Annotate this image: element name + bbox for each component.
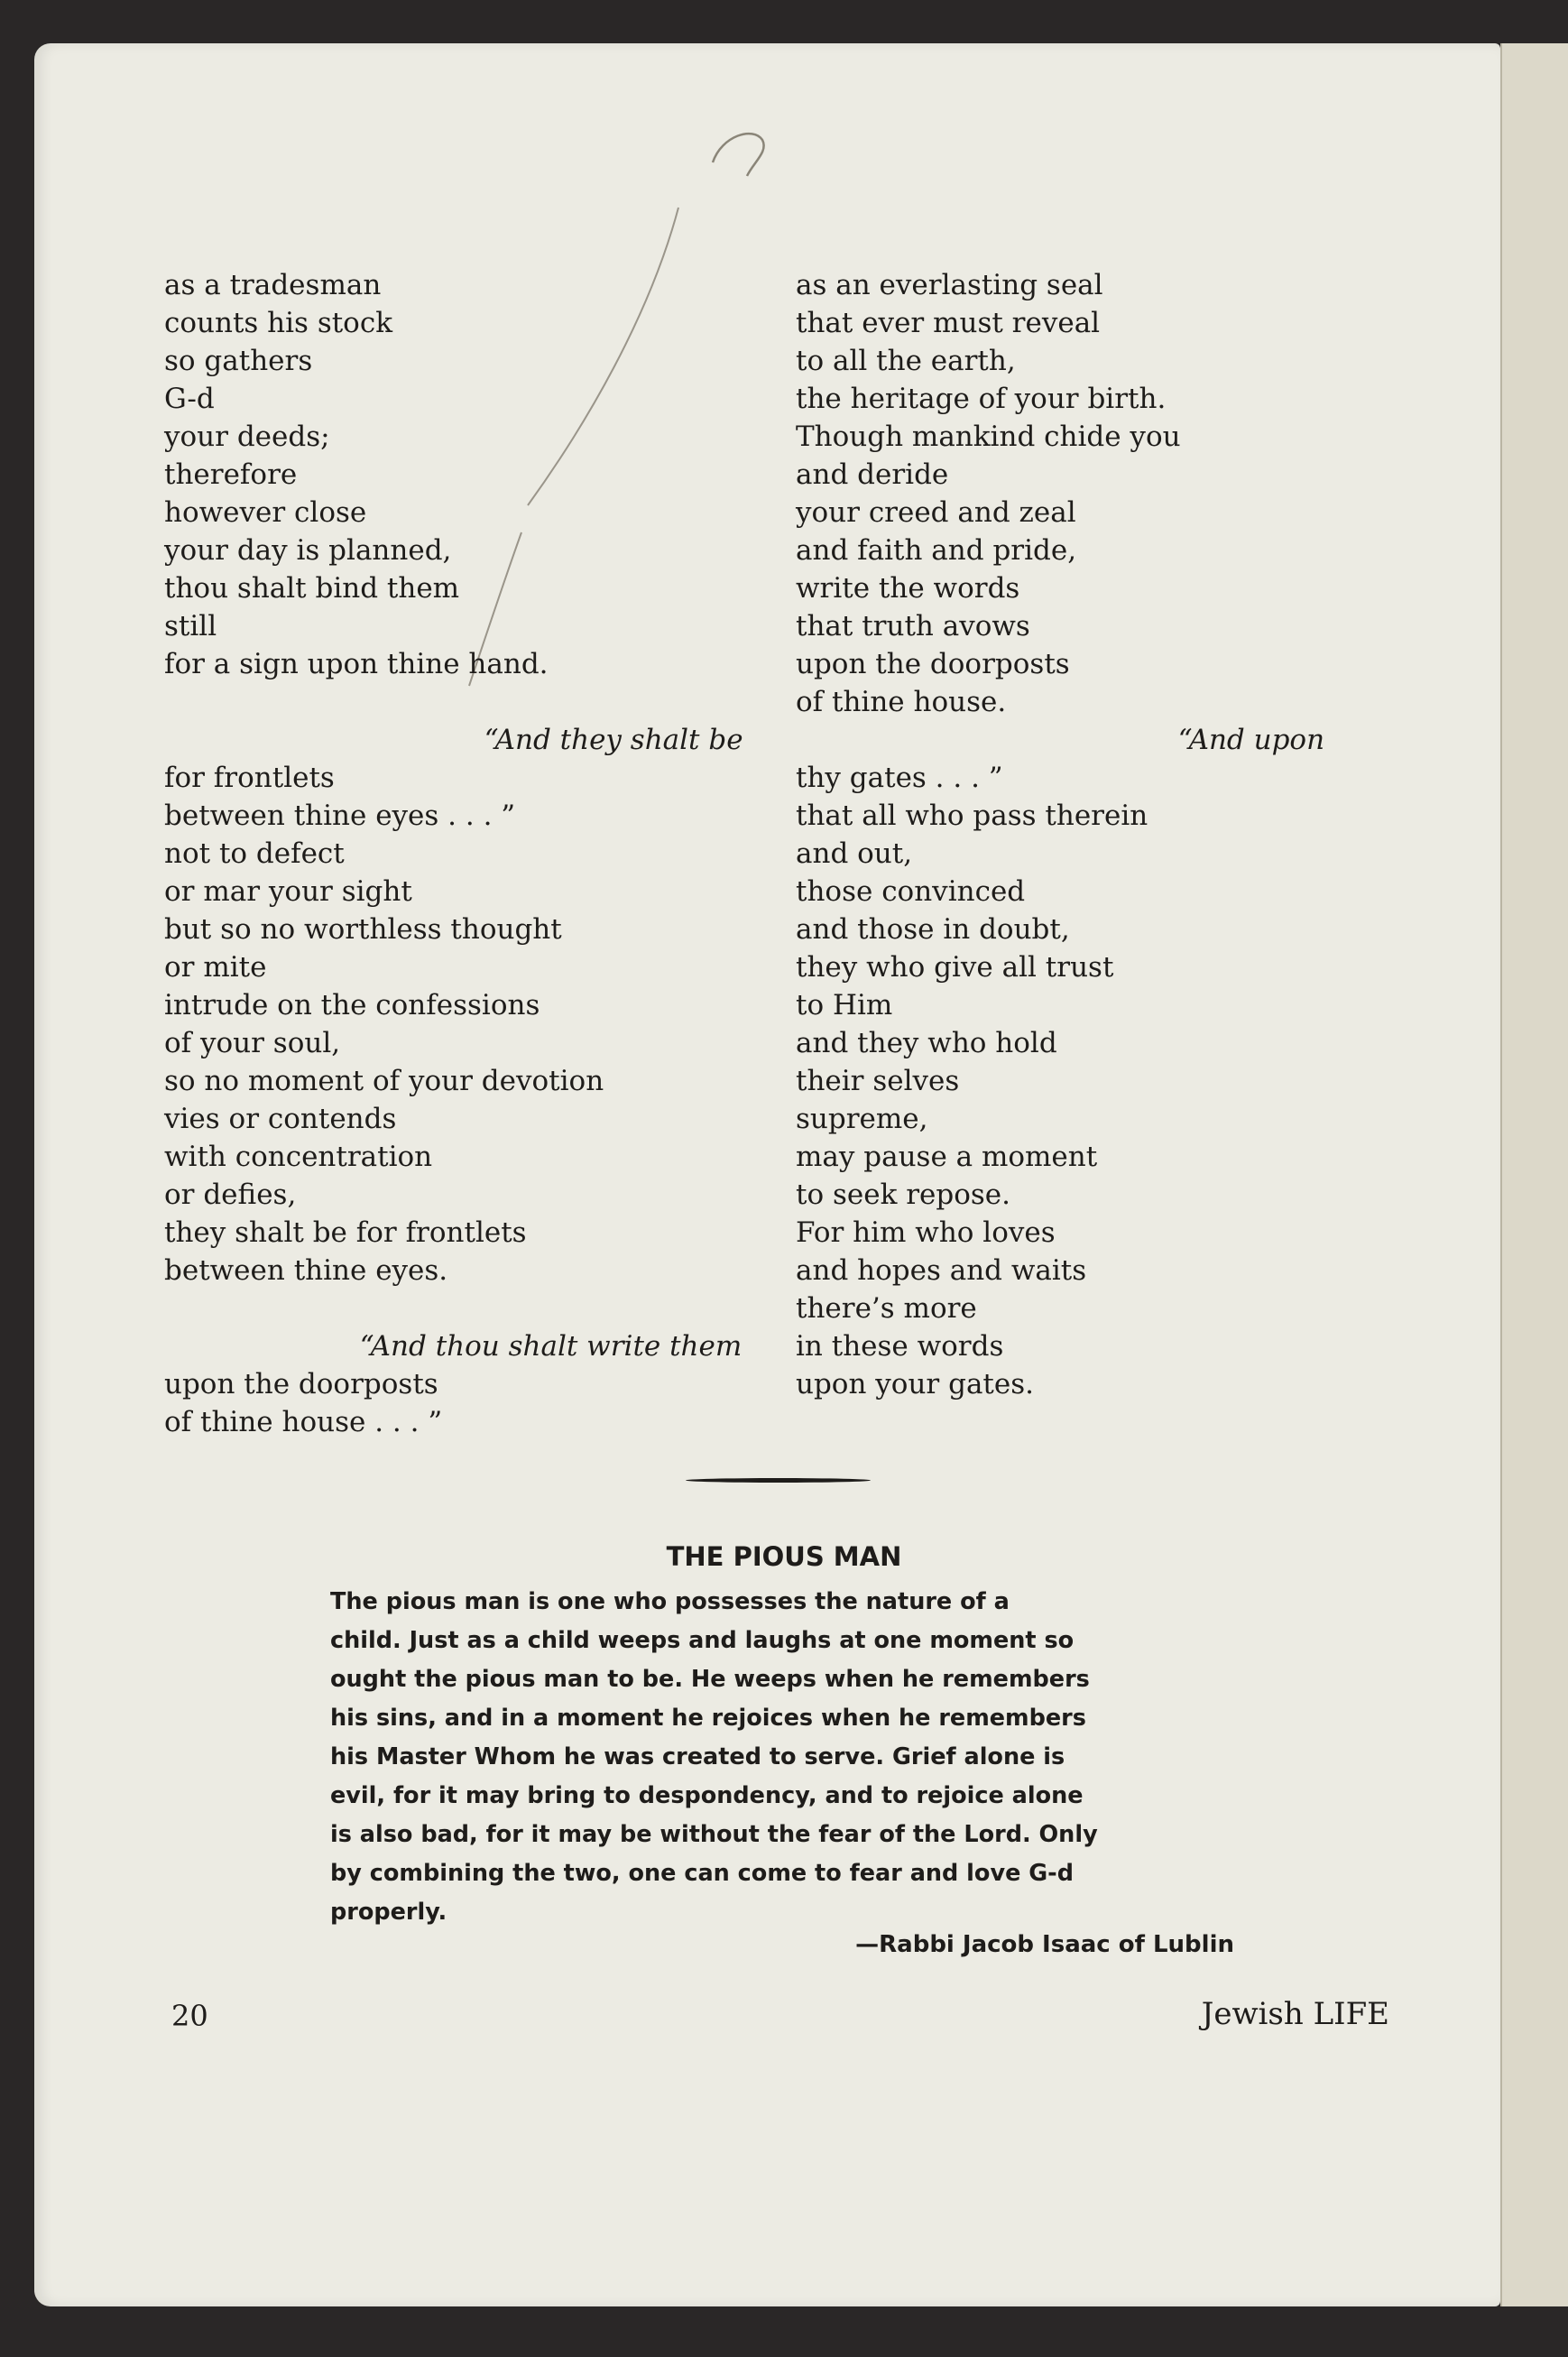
poem-left-column [164,266,796,1441]
text-line: upon the doorposts [164,1368,438,1400]
text-line: “And thou shalt write them [164,1330,742,1363]
text-line: may pause a moment [796,1141,1098,1173]
page-number: 20 [171,1999,208,2033]
text-line: not to defect [164,837,345,870]
text-line: thou shalt bind them [164,572,460,605]
text-line: supreme, [796,1103,928,1135]
text-line: to seek repose. [796,1178,1010,1211]
text-line [164,683,796,721]
text-line: thy gates . . . ” [796,762,1003,794]
text-line: however close [164,496,367,529]
text-line: by combining the two, one can come to fear and love G-d [330,1860,1075,1887]
text-line: and deride [796,458,949,491]
text-line: of thine house. [796,686,1007,718]
text-line: and they who hold [796,1027,1057,1059]
text-line: ought the pious man to be. He weeps when he remembers [330,1666,1090,1693]
text-line: in these words [796,1330,1004,1363]
text-line: as a tradesman [164,269,382,301]
text-line: they who give all trust [796,951,1114,984]
text-line: intrude on the confessions [164,989,540,1021]
text-line: upon your gates. [796,1368,1034,1400]
text-line: or mar your sight [164,875,412,908]
text-line: between thine eyes . . . ” [164,800,516,832]
text-line: “And upon [796,724,1325,756]
text-line: and hopes and waits [796,1254,1087,1287]
text-line: therefore [164,458,298,491]
pious-man-text [330,1583,1232,1932]
section-divider [686,1478,871,1483]
text-line: Though mankind chide you [796,421,1181,453]
text-line: child. Just as a child weeps and laughs at one moment so [330,1627,1075,1654]
text-line: your day is planned, [164,534,452,567]
text-line: is also bad, for it may be without the fear of the Lord. Only [330,1821,1098,1848]
text-line: between thine eyes. [164,1254,448,1287]
text-line: counts his stock [164,307,392,339]
text-line: of thine house . . . ” [164,1406,443,1438]
text-line: The pious man is one who possesses the nature of a [330,1588,1010,1615]
text-line: so no moment of your devotion [164,1065,604,1097]
text-line: your creed and zeal [796,496,1076,529]
text-line: G-d [164,383,215,415]
text-line: to Him [796,989,893,1021]
text-line: “And they shalt be [164,724,743,756]
adjacent-page-edge [1500,43,1568,2306]
text-line: his sins, and in a moment he rejoices when he remembers [330,1705,1086,1732]
text-line: they shalt be for frontlets [164,1216,527,1249]
text-line: properly. [330,1899,447,1926]
text-line: of your soul, [164,1027,341,1059]
text-line: as an everlasting seal [796,269,1103,301]
text-line: but so no worthless thought [164,913,562,946]
text-line: or mite [164,951,267,984]
poem-right-column [796,266,1409,1403]
text-line: your deeds; [164,421,330,453]
text-line: that all who pass therein [796,800,1148,832]
text-line: upon the doorposts [796,648,1070,680]
text-line: with concentration [164,1141,433,1173]
text-line: for frontlets [164,762,335,794]
text-line: for a sign upon thine hand. [164,648,549,680]
text-line: those convinced [796,875,1026,908]
text-line: to all the earth, [796,345,1016,377]
text-line: still [164,610,217,642]
text-line: their selves [796,1065,960,1097]
text-line: write the words [796,572,1020,605]
magazine-name: Jewish LIFE [1201,1996,1389,2032]
text-line: vies or contends [164,1103,397,1135]
text-line: and out, [796,837,913,870]
text-line: that ever must reveal [796,307,1101,339]
text-line: evil, for it may bring to despondency, and to rejoice alone [330,1782,1084,1809]
pious-man-author: —Rabbi Jacob Isaac of Lublin [855,1931,1234,1958]
text-line: and those in doubt, [796,913,1070,946]
text-line: and faith and pride, [796,534,1077,567]
text-line: For him who loves [796,1216,1056,1249]
text-line: that truth avows [796,610,1030,642]
text-line: or defies, [164,1178,297,1211]
pious-man-title: THE PIOUS MAN [666,1541,902,1572]
text-line [164,1289,796,1327]
text-line: his Master Whom he was created to serve. Grief alone is [330,1743,1065,1770]
text-line: there’s more [796,1292,977,1325]
text-line: so gathers [164,345,313,377]
text-line: the heritage of your birth. [796,383,1167,415]
